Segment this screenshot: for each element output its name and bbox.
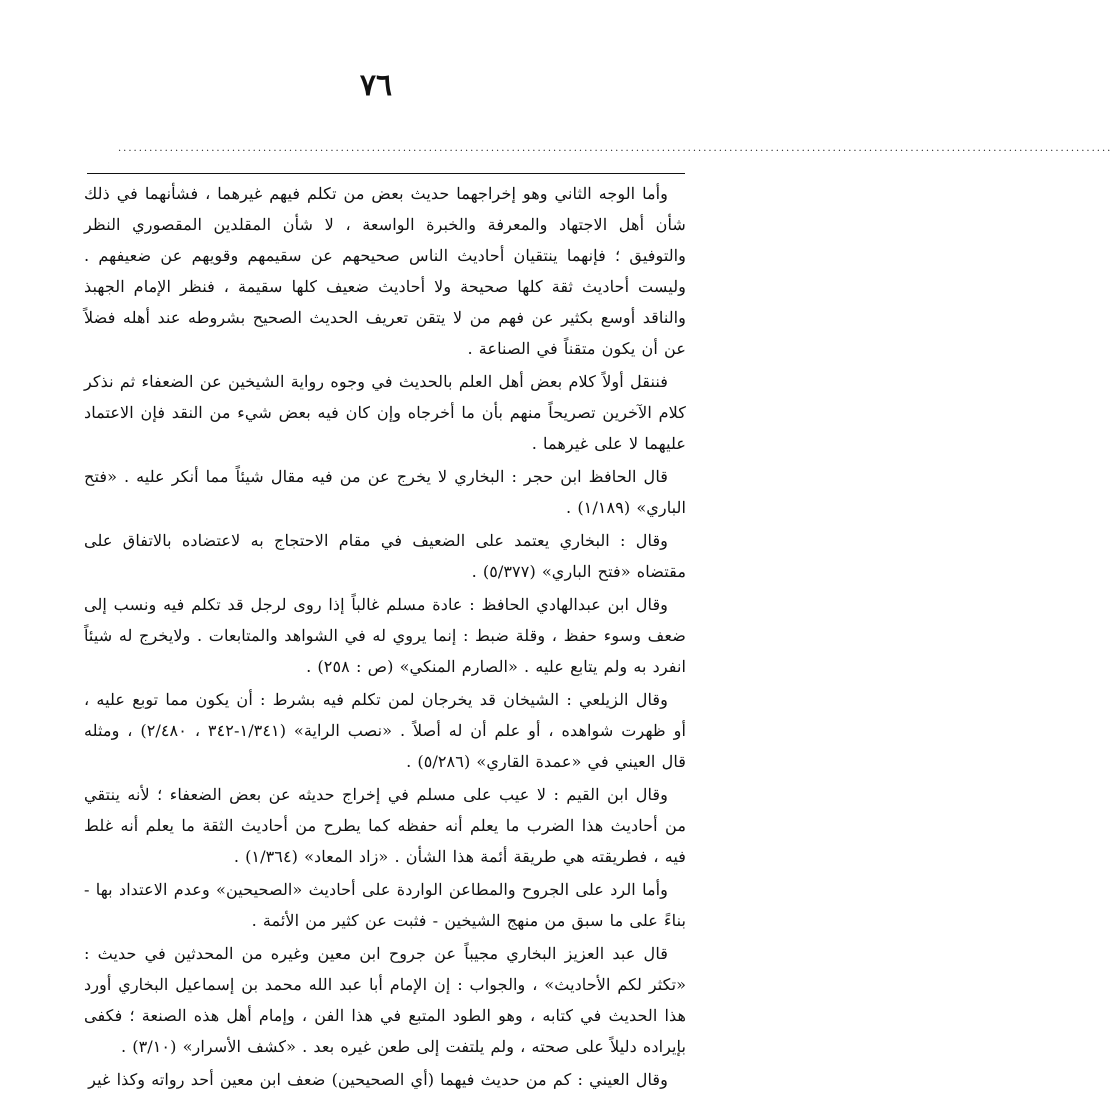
paragraph: وقال ابن عبدالهادي الحافظ : عادة مسلم غالباً إذا روى لرجل قد تكلم فيه ونسب إلى ضعف وسوء حفظ ، وقلة ضبط : إنما يروي له في الشواهد والمتابعات . ولايخرج له شيئاً انفرد به ولم يتابع عليه . «الصارم المنكي» (ص : ٢٥٨) . (84, 595, 686, 676)
paragraph: وأما الوجه الثاني وهو إخراجهما حديث بعض من تكلم فيهم غيرهما ، فشأنهما في ذلك شأن أهل الاجتهاد والمعرفة والخبرة الواسعة ، لا شأن المقلدين المقصوري النظر والتوفيق ؛ فإنهما ينتقيان أحاديث الناس صحيحهم عن سقيمهم وقويهم عن ضعيفهم . وليست أحاديث ثقة كلها صحيحة ولا أحاديث ضعيف كلها سقيمة ، فنظر الإمام الجهبذ والناقد أوسع بكثير عن فهم من لا يتقن تعريف الحديث الصحيح بشروطه عند أهله فضلاً عن أن يكون متقناً في الصناعة . (84, 184, 686, 358)
body-text (84, 178, 686, 1097)
paragraph: وقال العيني : كم من حديث فيهما (أي الصحيحين) ضعف ابن معين أحد رواته وكذا غير (88, 1070, 668, 1089)
paragraph: فننقل أولاً كلام بعض أهل العلم بالحديث في وجوه رواية الشيخين عن الضعفاء ثم نذكر كلام الآخرين تصريحاً منهم بأن ما أخرجاه وإن كان فيه بعض شيء من النقد فإن الاعتماد عليهما لا على غيرهما . (84, 372, 686, 453)
paragraph: وقال الزيلعي : الشيخان قد يخرجان لمن تكلم فيه بشرط : أن يكون مما توبع عليه ، أو ظهرت شواهده ، أو علم أن له أصلاً . «نصب الراية» (١/٣٤١-٣٤٢ ، ٢/٤٨٠) ، ومثله قال العيني في «عمدة القاري» (٥/٢٨٦) . (84, 690, 686, 771)
paragraph: قال عبد العزيز البخاري مجيباً عن جروح ابن معين وغيره من المحدثين في حديث : «تكثر لكم الأحاديث» ، والجواب : إن الإمام أبا عبد الله محمد بن إسماعيل البخاري أورد هذا الحديث في كتابه ، وهو الطود المتبع في هذا الفن ، وإمام أهل هذه الصنعة ؛ فكفى بإيراده دليلاً على صحته ، ولم يلتفت إلى طعن غيره بعد . «كشف الأسرار» (٣/١٠) . (84, 944, 686, 1056)
horizontal-rule (87, 173, 685, 174)
paragraph: قال الحافظ ابن حجر : البخاري لا يخرج عن من فيه مقال شيئاً مما أنكر عليه . «فتح الباري» (١/١٨٩) . (84, 467, 686, 517)
dotted-separator: ................................................................................................................................................................................................ (118, 143, 1112, 154)
page-number: ٧٦ (359, 68, 393, 103)
paragraph: وقال ابن القيم : لا عيب على مسلم في إخراج حديثه عن بعض الضعفاء ؛ لأنه ينتقي من أحاديث هذا الضرب ما يعلم أنه حفظه كما يطرح من أحاديث الثقة ما يعلم أنه غلط فيه ، فطريقته هي طريقة أئمة هذا الشأن . «زاد المعاد» (١/٣٦٤) . (84, 785, 686, 866)
paragraph: وأما الرد على الجروح والمطاعن الواردة على أحاديث «الصحيحين» وعدم الاعتداد بها - بناءً على ما سبق من منهج الشيخين - فثبت عن كثير من الأئمة . (84, 880, 686, 930)
paragraph: وقال : البخاري يعتمد على الضعيف في مقام الاحتجاج به لاعتضاده بالاتفاق على مقتضاه «فتح الباري» (٥/٣٧٧) . (84, 531, 686, 581)
